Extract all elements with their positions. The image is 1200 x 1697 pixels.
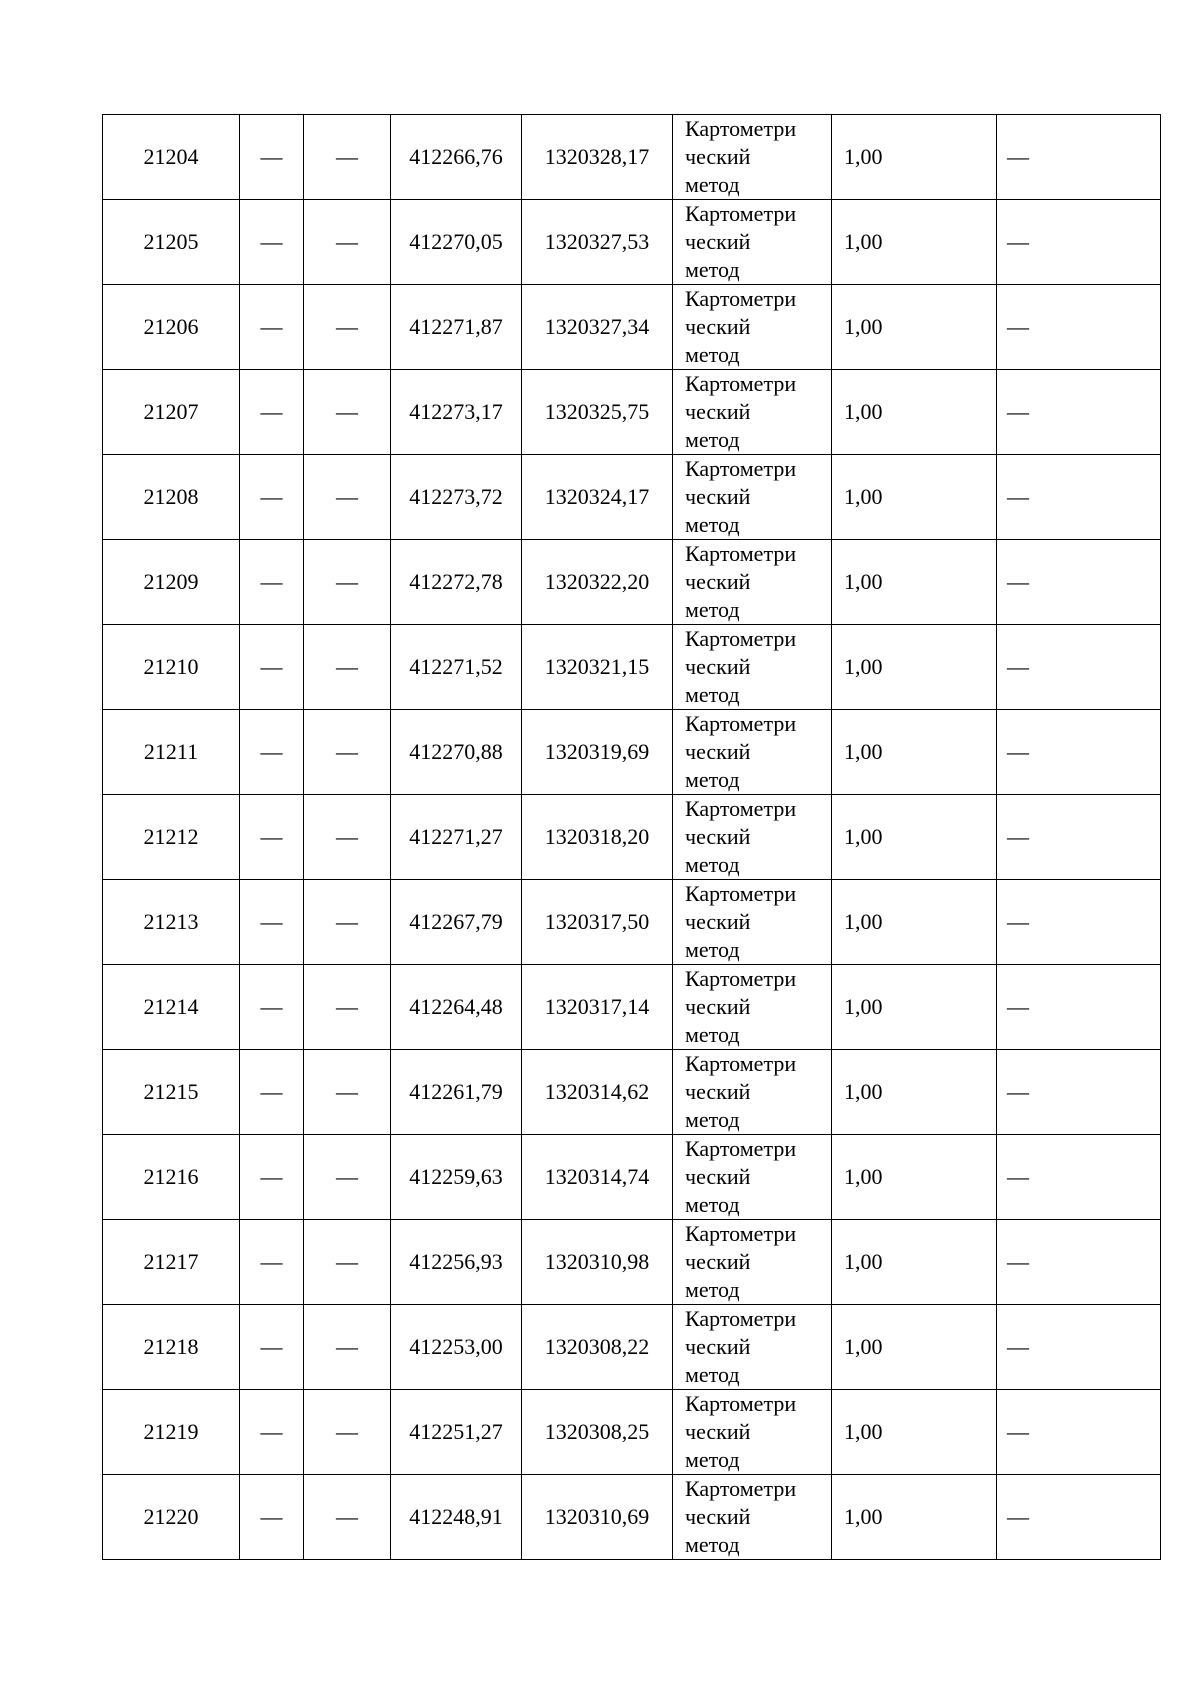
coordinates-table (102, 114, 1161, 1560)
method-cell (673, 710, 832, 795)
y-coordinate-cell: 1320314,62 (522, 1050, 673, 1135)
dash-cell: — (240, 880, 304, 965)
dash-cell: — (240, 455, 304, 540)
description-cell: — (997, 795, 1161, 880)
method-text-line: ческий (685, 994, 751, 1019)
method-cell (673, 200, 832, 285)
method-text-line: метод (685, 1447, 740, 1472)
dash-cell: — (304, 200, 391, 285)
table-row (103, 880, 1161, 965)
method-text-line: ческий (685, 739, 751, 764)
dash-cell: — (304, 1390, 391, 1475)
method-text-line: метод (685, 767, 740, 792)
method-cell (673, 625, 832, 710)
x-coordinate-cell: 412273,72 (391, 455, 522, 540)
point-number-cell: 21211 (103, 710, 240, 795)
method-text-line: Картометри (685, 456, 797, 481)
table-row (103, 795, 1161, 880)
y-coordinate-cell: 1320318,20 (522, 795, 673, 880)
description-cell: — (997, 455, 1161, 540)
table-row (103, 285, 1161, 370)
dash-cell: — (240, 115, 304, 200)
method-cell (673, 1220, 832, 1305)
point-number-cell: 21217 (103, 1220, 240, 1305)
method-text-line: ческий (685, 399, 751, 424)
method-text-line: Картометри (685, 1306, 797, 1331)
x-coordinate-cell: 412273,17 (391, 370, 522, 455)
y-coordinate-cell: 1320310,69 (522, 1475, 673, 1560)
dash-cell: — (304, 710, 391, 795)
method-cell (673, 795, 832, 880)
accuracy-cell: 1,00 (832, 880, 997, 965)
dash-cell: — (304, 115, 391, 200)
method-text-line: ческий (685, 1419, 751, 1444)
y-coordinate-cell: 1320319,69 (522, 710, 673, 795)
table-row (103, 1050, 1161, 1135)
table-row (103, 710, 1161, 795)
accuracy-cell: 1,00 (832, 370, 997, 455)
method-text-line: Картометри (685, 541, 797, 566)
point-number-cell: 21219 (103, 1390, 240, 1475)
method-text-line: метод (685, 1362, 740, 1387)
dash-cell: — (304, 285, 391, 370)
method-text-line: Картометри (685, 711, 797, 736)
table-row (103, 965, 1161, 1050)
x-coordinate-cell: 412271,52 (391, 625, 522, 710)
y-coordinate-cell: 1320324,17 (522, 455, 673, 540)
method-text-line: метод (685, 682, 740, 707)
table-row (103, 1220, 1161, 1305)
table-row (103, 1475, 1161, 1560)
x-coordinate-cell: 412253,00 (391, 1305, 522, 1390)
point-number-cell: 21218 (103, 1305, 240, 1390)
dash-cell: — (304, 1220, 391, 1305)
method-text-line: метод (685, 1022, 740, 1047)
method-text-line: метод (685, 512, 740, 537)
y-coordinate-cell: 1320317,50 (522, 880, 673, 965)
method-text-line: Картометри (685, 116, 797, 141)
method-cell (673, 370, 832, 455)
point-number-cell: 21215 (103, 1050, 240, 1135)
y-coordinate-cell: 1320308,22 (522, 1305, 673, 1390)
method-text-line: метод (685, 597, 740, 622)
table-row (103, 200, 1161, 285)
x-coordinate-cell: 412267,79 (391, 880, 522, 965)
accuracy-cell: 1,00 (832, 1390, 997, 1475)
dash-cell: — (240, 370, 304, 455)
dash-cell: — (304, 795, 391, 880)
dash-cell: — (304, 540, 391, 625)
accuracy-cell: 1,00 (832, 625, 997, 710)
method-text-line: ческий (685, 654, 751, 679)
method-text-line: метод (685, 427, 740, 452)
x-coordinate-cell: 412266,76 (391, 115, 522, 200)
dash-cell: — (240, 1050, 304, 1135)
table-row (103, 540, 1161, 625)
dash-cell: — (240, 1475, 304, 1560)
accuracy-cell: 1,00 (832, 455, 997, 540)
method-text-line: ческий (685, 229, 751, 254)
method-cell (673, 285, 832, 370)
y-coordinate-cell: 1320310,98 (522, 1220, 673, 1305)
method-text-line: Картометри (685, 286, 797, 311)
dash-cell: — (240, 710, 304, 795)
method-text-line: ческий (685, 1249, 751, 1274)
method-cell (673, 1050, 832, 1135)
method-text-line: метод (685, 1107, 740, 1132)
method-text-line: Картометри (685, 626, 797, 651)
method-text-line: метод (685, 1277, 740, 1302)
point-number-cell: 21210 (103, 625, 240, 710)
accuracy-cell: 1,00 (832, 1475, 997, 1560)
method-text-line: метод (685, 172, 740, 197)
accuracy-cell: 1,00 (832, 965, 997, 1050)
y-coordinate-cell: 1320327,53 (522, 200, 673, 285)
x-coordinate-cell: 412251,27 (391, 1390, 522, 1475)
method-text-line: ческий (685, 569, 751, 594)
table-row (103, 370, 1161, 455)
dash-cell: — (304, 1305, 391, 1390)
method-text-line: метод (685, 257, 740, 282)
y-coordinate-cell: 1320317,14 (522, 965, 673, 1050)
dash-cell: — (304, 1135, 391, 1220)
dash-cell: — (240, 1135, 304, 1220)
accuracy-cell: 1,00 (832, 115, 997, 200)
dash-cell: — (240, 540, 304, 625)
point-number-cell: 21220 (103, 1475, 240, 1560)
method-cell (673, 1390, 832, 1475)
point-number-cell: 21214 (103, 965, 240, 1050)
method-cell (673, 540, 832, 625)
accuracy-cell: 1,00 (832, 795, 997, 880)
dash-cell: — (304, 625, 391, 710)
accuracy-cell: 1,00 (832, 200, 997, 285)
y-coordinate-cell: 1320327,34 (522, 285, 673, 370)
method-cell (673, 880, 832, 965)
x-coordinate-cell: 412256,93 (391, 1220, 522, 1305)
dash-cell: — (240, 200, 304, 285)
method-text-line: ческий (685, 1079, 751, 1104)
method-cell (673, 965, 832, 1050)
table-row (103, 625, 1161, 710)
accuracy-cell: 1,00 (832, 1220, 997, 1305)
y-coordinate-cell: 1320314,74 (522, 1135, 673, 1220)
description-cell: — (997, 1135, 1161, 1220)
method-text-line: метод (685, 852, 740, 877)
description-cell: — (997, 1220, 1161, 1305)
point-number-cell: 21208 (103, 455, 240, 540)
x-coordinate-cell: 412264,48 (391, 965, 522, 1050)
point-number-cell: 21207 (103, 370, 240, 455)
dash-cell: — (304, 1050, 391, 1135)
method-text-line: Картометри (685, 1391, 797, 1416)
dash-cell: — (240, 625, 304, 710)
accuracy-cell: 1,00 (832, 1135, 997, 1220)
point-number-cell: 21212 (103, 795, 240, 880)
x-coordinate-cell: 412270,05 (391, 200, 522, 285)
method-text-line: ческий (685, 144, 751, 169)
dash-cell: — (240, 965, 304, 1050)
method-text-line: метод (685, 1532, 740, 1557)
accuracy-cell: 1,00 (832, 1050, 997, 1135)
x-coordinate-cell: 412259,63 (391, 1135, 522, 1220)
dash-cell: — (240, 795, 304, 880)
point-number-cell: 21205 (103, 200, 240, 285)
x-coordinate-cell: 412248,91 (391, 1475, 522, 1560)
accuracy-cell: 1,00 (832, 540, 997, 625)
x-coordinate-cell: 412271,87 (391, 285, 522, 370)
x-coordinate-cell: 412271,27 (391, 795, 522, 880)
method-text-line: Картометри (685, 1136, 797, 1161)
table-body (103, 115, 1161, 1560)
description-cell: — (997, 285, 1161, 370)
method-text-line: ческий (685, 824, 751, 849)
method-text-line: Картометри (685, 201, 797, 226)
description-cell: — (997, 1305, 1161, 1390)
method-text-line: ческий (685, 1504, 751, 1529)
x-coordinate-cell: 412270,88 (391, 710, 522, 795)
accuracy-cell: 1,00 (832, 1305, 997, 1390)
dash-cell: — (240, 1305, 304, 1390)
method-text-line: ческий (685, 909, 751, 934)
description-cell: — (997, 1050, 1161, 1135)
dash-cell: — (304, 880, 391, 965)
method-text-line: метод (685, 937, 740, 962)
y-coordinate-cell: 1320328,17 (522, 115, 673, 200)
description-cell: — (997, 965, 1161, 1050)
dash-cell: — (304, 455, 391, 540)
accuracy-cell: 1,00 (832, 710, 997, 795)
point-number-cell: 21204 (103, 115, 240, 200)
method-text-line: Картометри (685, 371, 797, 396)
y-coordinate-cell: 1320321,15 (522, 625, 673, 710)
point-number-cell: 21213 (103, 880, 240, 965)
dash-cell: — (240, 1220, 304, 1305)
description-cell: — (997, 625, 1161, 710)
dash-cell: — (304, 1475, 391, 1560)
point-number-cell: 21216 (103, 1135, 240, 1220)
description-cell: — (997, 540, 1161, 625)
method-text-line: Картометри (685, 1221, 797, 1246)
y-coordinate-cell: 1320322,20 (522, 540, 673, 625)
x-coordinate-cell: 412261,79 (391, 1050, 522, 1135)
table-row (103, 1390, 1161, 1475)
method-text-line: Картометри (685, 1476, 797, 1501)
method-text-line: Картометри (685, 1051, 797, 1076)
dash-cell: — (304, 370, 391, 455)
method-cell (673, 1135, 832, 1220)
method-cell (673, 115, 832, 200)
description-cell: — (997, 1475, 1161, 1560)
dash-cell: — (240, 285, 304, 370)
table-row (103, 455, 1161, 540)
x-coordinate-cell: 412272,78 (391, 540, 522, 625)
method-text-line: ческий (685, 484, 751, 509)
y-coordinate-cell: 1320325,75 (522, 370, 673, 455)
method-text-line: ческий (685, 314, 751, 339)
dash-cell: — (240, 1390, 304, 1475)
method-text-line: Картометри (685, 881, 797, 906)
table-row (103, 1135, 1161, 1220)
description-cell: — (997, 1390, 1161, 1475)
method-text-line: метод (685, 1192, 740, 1217)
method-text-line: Картометри (685, 796, 797, 821)
dash-cell: — (304, 965, 391, 1050)
point-number-cell: 21206 (103, 285, 240, 370)
method-cell (673, 1305, 832, 1390)
description-cell: — (997, 880, 1161, 965)
method-text-line: метод (685, 342, 740, 367)
method-text-line: Картометри (685, 966, 797, 991)
method-text-line: ческий (685, 1334, 751, 1359)
description-cell: — (997, 370, 1161, 455)
table-row (103, 115, 1161, 200)
description-cell: — (997, 710, 1161, 795)
method-cell (673, 1475, 832, 1560)
accuracy-cell: 1,00 (832, 285, 997, 370)
method-cell (673, 455, 832, 540)
description-cell: — (997, 115, 1161, 200)
y-coordinate-cell: 1320308,25 (522, 1390, 673, 1475)
method-text-line: ческий (685, 1164, 751, 1189)
table-row (103, 1305, 1161, 1390)
point-number-cell: 21209 (103, 540, 240, 625)
description-cell: — (997, 200, 1161, 285)
